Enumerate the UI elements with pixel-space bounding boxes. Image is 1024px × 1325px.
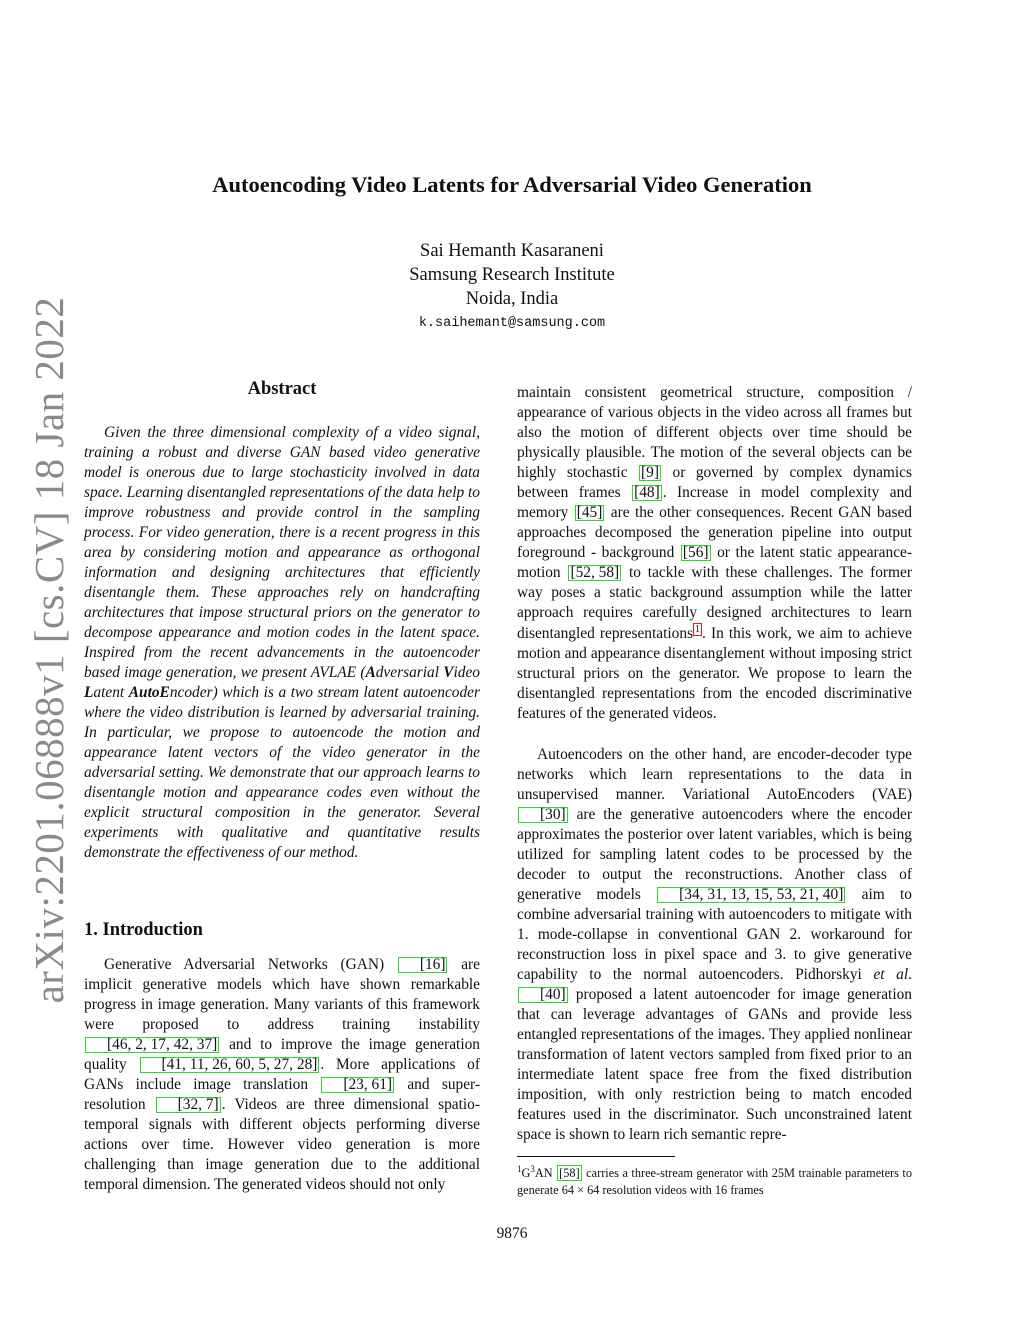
footnote-text: AN [534, 1166, 557, 1181]
citation-link[interactable]: [52, 58] [570, 564, 620, 581]
page-number: 9876 [496, 1225, 528, 1242]
body-text: are the generative autoencoders where the encoder approximates the posterior over latent variables, which is being utilized for sampling latent codes to be processed by the decoder to output the reconstructions. Another class of generative models [517, 806, 912, 903]
footnote-link[interactable]: 1 [695, 624, 701, 635]
citation-link[interactable]: [46, 2, 17, 42, 37] [85, 1037, 219, 1053]
body-text: Generative Adversarial Networks (GAN) [104, 956, 397, 973]
author-name: Sai Hemanth Kasaraneni [420, 241, 604, 261]
body-text: or the latent static appearance-motion [517, 544, 912, 581]
citation-link[interactable]: [48] [634, 484, 660, 501]
author-block [0, 239, 1024, 335]
author-email[interactable]: k.saihemant@samsung.com [418, 316, 606, 331]
footnote-text: carries a three-stream generator with 25M trainable parameters to generate 64 × 64 resolution videos with 16 frames [517, 1166, 912, 1198]
acronym-letter: V [443, 664, 454, 681]
acronym-part: dversarial [375, 664, 444, 681]
body-text: proposed a latent autoencoder for image generation that can leverage advantages of GANs and provide less entangled representations of the images. They applied nonlinear transformation of latent vectors sampled from fixed prior to an intermediate latent space free from the fixed distribution imposition, with only restriction being to match encoded features used in the discriminator. Such unconstrained latent space is shown to learn rich semantic repre- [517, 986, 912, 1143]
acronym-letter: A [365, 664, 376, 681]
footnote [517, 1161, 912, 1199]
citation-link[interactable]: [56] [682, 544, 709, 561]
body-text: and super-resolution [84, 1076, 480, 1113]
footnote-text: G [521, 1166, 531, 1181]
abstract-heading: Abstract [247, 379, 317, 399]
body-text: . [908, 966, 912, 983]
arxiv-identifier: arXiv:2201.06888v1 [cs.CV] 18 Jan 2022 [26, 296, 72, 1004]
author-location: Noida, India [465, 289, 559, 309]
citation-link[interactable]: [23, 61] [321, 1077, 394, 1093]
citation-link[interactable]: [9] [641, 464, 659, 481]
citation-link[interactable]: [16] [398, 957, 448, 973]
acronym-part: ideo [453, 664, 480, 681]
body-text: to tackle with these challenges. The former way poses a static background assumption while the latter approach requires carefully designed architectures to learn disentangled representations [517, 564, 912, 643]
footnote-mark: 1 [517, 1164, 522, 1174]
abstract-text: ) which is a two stream latent autoencoder where the video distribution is learned by adversarial training. In particular, we propose to autoencode the motion and appearance latent vectors of the video generator in the adversarial setting. We demonstrate that our approach learns to disentangle motion and appearance codes even without the explicit structural composition in the generator. Several experiments with qualitative and quantitative results demonstrate the effectiveness of our method. [84, 684, 481, 861]
body-text: or governed by complex dynamics between frames [517, 464, 912, 501]
section-heading-introduction: 1. Introduction [84, 920, 203, 940]
body-text: Autoencoders on the other hand, are encoder-decoder type networks which learn representations to the data in unsupervised manner. Variational AutoEncoders (VAE) [517, 746, 912, 803]
body-text: . Videos are three dimensional spatio-temporal signals with different objects performing diverse actions over time. However video generation is more challenging than image generation due to the additional temporal dimension. The generated videos should not only [84, 1096, 480, 1193]
body-text: . In this work, we aim to achieve motion and appearance disentanglement without imposing strict structural priors on the generator. We propose to learn the disentangled representations from the encoded discriminative features of the generated videos. [517, 625, 912, 723]
abstract-body [84, 423, 480, 863]
footnote-divider [517, 1156, 675, 1157]
paper-title: Autoencoding Video Latents for Adversarial Video Generation [212, 172, 812, 197]
citation-link[interactable]: [45] [576, 504, 603, 521]
author-affiliation: Samsung Research Institute [409, 265, 615, 285]
citation-link[interactable]: [58] [559, 1166, 580, 1181]
footnote-superscript: 3 [530, 1164, 535, 1174]
acronym-part: atent [93, 684, 129, 701]
body-text-italic: et al [873, 966, 909, 983]
citation-link[interactable]: [32, 7] [156, 1097, 221, 1113]
citation-link[interactable]: [40] [518, 987, 568, 1003]
acronym-part: ncoder [169, 684, 213, 701]
citation-link[interactable]: [34, 31, 13, 15, 53, 21, 40] [657, 887, 845, 903]
body-text: aim to combine adversarial training with autoencoders to mitigate with 1. mode-collapse in conventional GAN 2. workaround for reconstruction loss in pixel space and 3. to give generative capability to the normal autoencoders. Pidhorskyi [517, 886, 912, 983]
body-text: . Increase in model complexity and memory [517, 484, 912, 521]
body-text: are the other consequences. Recent GAN based approaches decomposed the generation pipeline into output foreground - background [517, 504, 912, 561]
body-text: and to improve the image generation quality [84, 1036, 480, 1073]
right-paragraph-1 [517, 383, 912, 724]
acronym-letter: AutoE [128, 684, 170, 701]
abstract-text: Given the three dimensional complexity of a video signal, training a robust and diverse GAN based video generative model is onerous due to large stochasticity involved in data space. Learning disentangled representations of the data help to improve robustness and provide control in the sampling process. For video generation, there is a recent progress in this area by considering motion and appearance as orthogonal information and designing architectures that efficiently disentangle them. These approaches rely on handcrafting architectures that impose structural priors on the generator to decompose appearance and motion codes in the latent space. Inspired from the recent advancements in the autoencoder based image generation, we present AVLAE ( [84, 424, 480, 681]
citation-link[interactable]: [41, 11, 26, 60, 5, 27, 28] [140, 1057, 320, 1073]
introduction-paragraph [84, 955, 480, 1195]
acronym-letter: L [84, 684, 94, 701]
body-text: . More applications of GANs include image translation [84, 1056, 481, 1093]
right-paragraph-2 [517, 745, 912, 1145]
body-text: are implicit generative models which have shown remarkable progress in image generation. Many variants of this framework were proposed to address training instability [84, 956, 480, 1033]
body-text: maintain consistent geometrical structure, composition / appearance of various objects in the video across all frames but also the motion of different objects over time should be physically plausible. The motion of the several objects can be highly stochastic [517, 384, 912, 481]
citation-link[interactable]: [30] [518, 807, 568, 823]
